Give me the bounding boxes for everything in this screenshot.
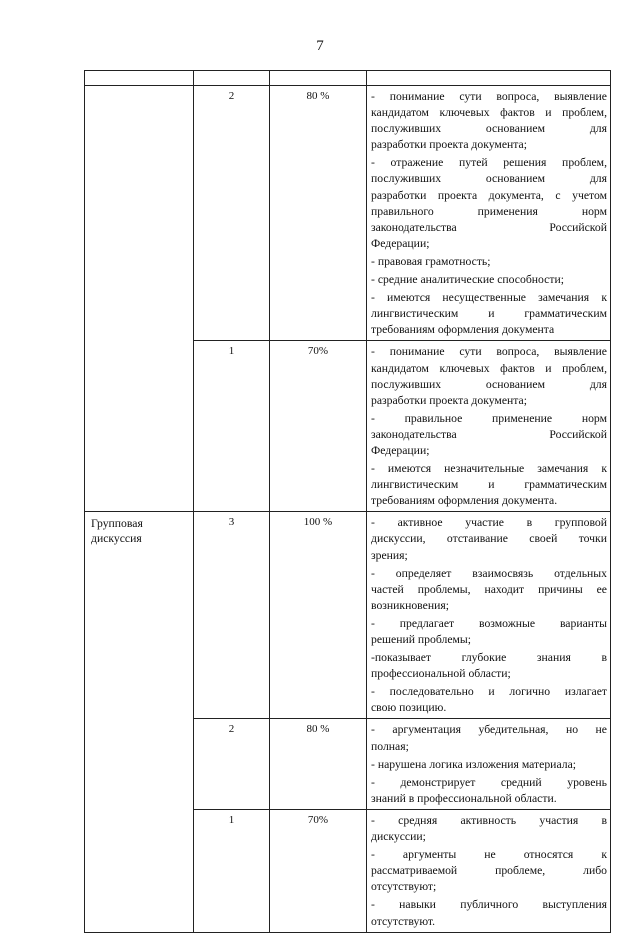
score-cell: 2 (194, 86, 270, 341)
criteria-line: кандидатом ключевых фактов и проблем, (371, 361, 607, 375)
score-cell: 1 (194, 341, 270, 512)
criteria-line: - навыки публичного выступления (371, 898, 607, 912)
criteria-line: - определяет взаимосвязь отдельных (371, 566, 607, 580)
criteria-cell (367, 719, 611, 809)
category-cell (85, 86, 194, 512)
criteria-cell (367, 341, 611, 512)
criteria-line: - средняя активность участия в (371, 813, 607, 827)
percent-cell: 70% (270, 809, 367, 932)
category-cell: Групповая дискуссия (85, 512, 194, 932)
criteria-line: возникновения; (371, 598, 449, 612)
criteria-line: кандидатом ключевых фактов и проблем, (371, 106, 607, 120)
table-row (85, 86, 611, 341)
criteria-line: отсутствуют; (371, 880, 437, 894)
page-number: 7 (316, 38, 324, 54)
criteria-line: лингвистическим и грамматическим (371, 478, 607, 492)
criteria-line: полная; (371, 739, 409, 753)
percent-cell: 100 % (270, 512, 367, 719)
criteria-line: - предлагает возможные варианты (371, 616, 607, 630)
table-header-blank-row (85, 71, 611, 86)
category-cell (85, 71, 194, 86)
criteria-line: разработки проекта документа; (371, 138, 527, 152)
percent-cell: 70% (270, 341, 367, 512)
criteria-line: решений проблемы; (371, 633, 472, 646)
percent-cell: 80 % (270, 86, 367, 341)
criteria-line: - правильное применение норм (371, 411, 607, 425)
criteria-line: лингвистическим и грамматическим (371, 307, 607, 321)
criteria-line: знаний в профессиональной области. (371, 791, 557, 805)
criteria-line: зрения; (371, 548, 408, 562)
criteria-line: частей проблемы, находит причины ее (371, 582, 607, 596)
table-row (85, 512, 611, 719)
criteria-line: законодательства Российской (371, 220, 607, 234)
criteria-line: свою позицию. (371, 701, 447, 715)
criteria-line: - аргументация убедительная, но не (371, 723, 607, 737)
criteria-cell (367, 71, 611, 86)
criteria-line: - аргументы не относятся к (371, 848, 607, 862)
criteria-line: -показывает глубокие знания в (371, 651, 607, 665)
score-cell: 1 (194, 809, 270, 932)
criteria-line: послуживших основанием для (371, 172, 607, 186)
criteria-line: - имеются незначительные замечания к (371, 462, 607, 476)
percent-cell: 80 % (270, 719, 367, 809)
criteria-line: разработки проекта документа, с учетом (371, 188, 607, 202)
criteria-line: - демонстрирует средний уровень (371, 775, 607, 789)
criteria-line: - последовательно и логично излагает (371, 685, 607, 699)
criteria-line: дискуссии, отстаивание своей точки (371, 532, 607, 546)
criteria-line: дискуссии; (371, 830, 426, 844)
criteria-cell (367, 86, 611, 341)
criteria-line: разработки проекта документа; (371, 393, 527, 407)
criteria-line: отсутствуют. (371, 914, 436, 928)
score-cell: 3 (194, 512, 270, 719)
score-cell (194, 71, 270, 86)
criteria-line: - отражение путей решения проблем, (371, 156, 607, 170)
criteria-line: - активное участие в групповой (371, 516, 607, 530)
criteria-line: Федерации; (371, 443, 430, 457)
criteria-table (84, 70, 611, 933)
criteria-line: рассматриваемой проблеме, либо (371, 864, 607, 878)
criteria-line: правильного применения норм (371, 204, 607, 218)
criteria-line: послуживших основанием для (371, 122, 607, 136)
criteria-line: послуживших основанием для (371, 377, 607, 391)
percent-cell (270, 71, 367, 86)
criteria-line: - правовая грамотность; (371, 254, 491, 268)
criteria-line: - средние аналитические способности; (371, 273, 564, 287)
criteria-cell (367, 512, 611, 719)
criteria-line: - понимание сути вопроса, выявление (371, 345, 607, 359)
criteria-line: требованиям оформления документа. (371, 494, 558, 508)
criteria-line: - понимание сути вопроса, выявление (371, 90, 607, 103)
score-cell: 2 (194, 719, 270, 809)
criteria-cell (367, 809, 611, 932)
criteria-line: требованиям оформления документа (371, 323, 555, 337)
criteria-line: профессиональной области; (371, 667, 511, 681)
criteria-line: законодательства Российской (371, 427, 607, 441)
criteria-line: - имеются несущественные замечания к (371, 291, 607, 305)
criteria-line: - нарушена логика изложения материала; (371, 757, 576, 771)
criteria-line: Федерации; (371, 236, 430, 250)
